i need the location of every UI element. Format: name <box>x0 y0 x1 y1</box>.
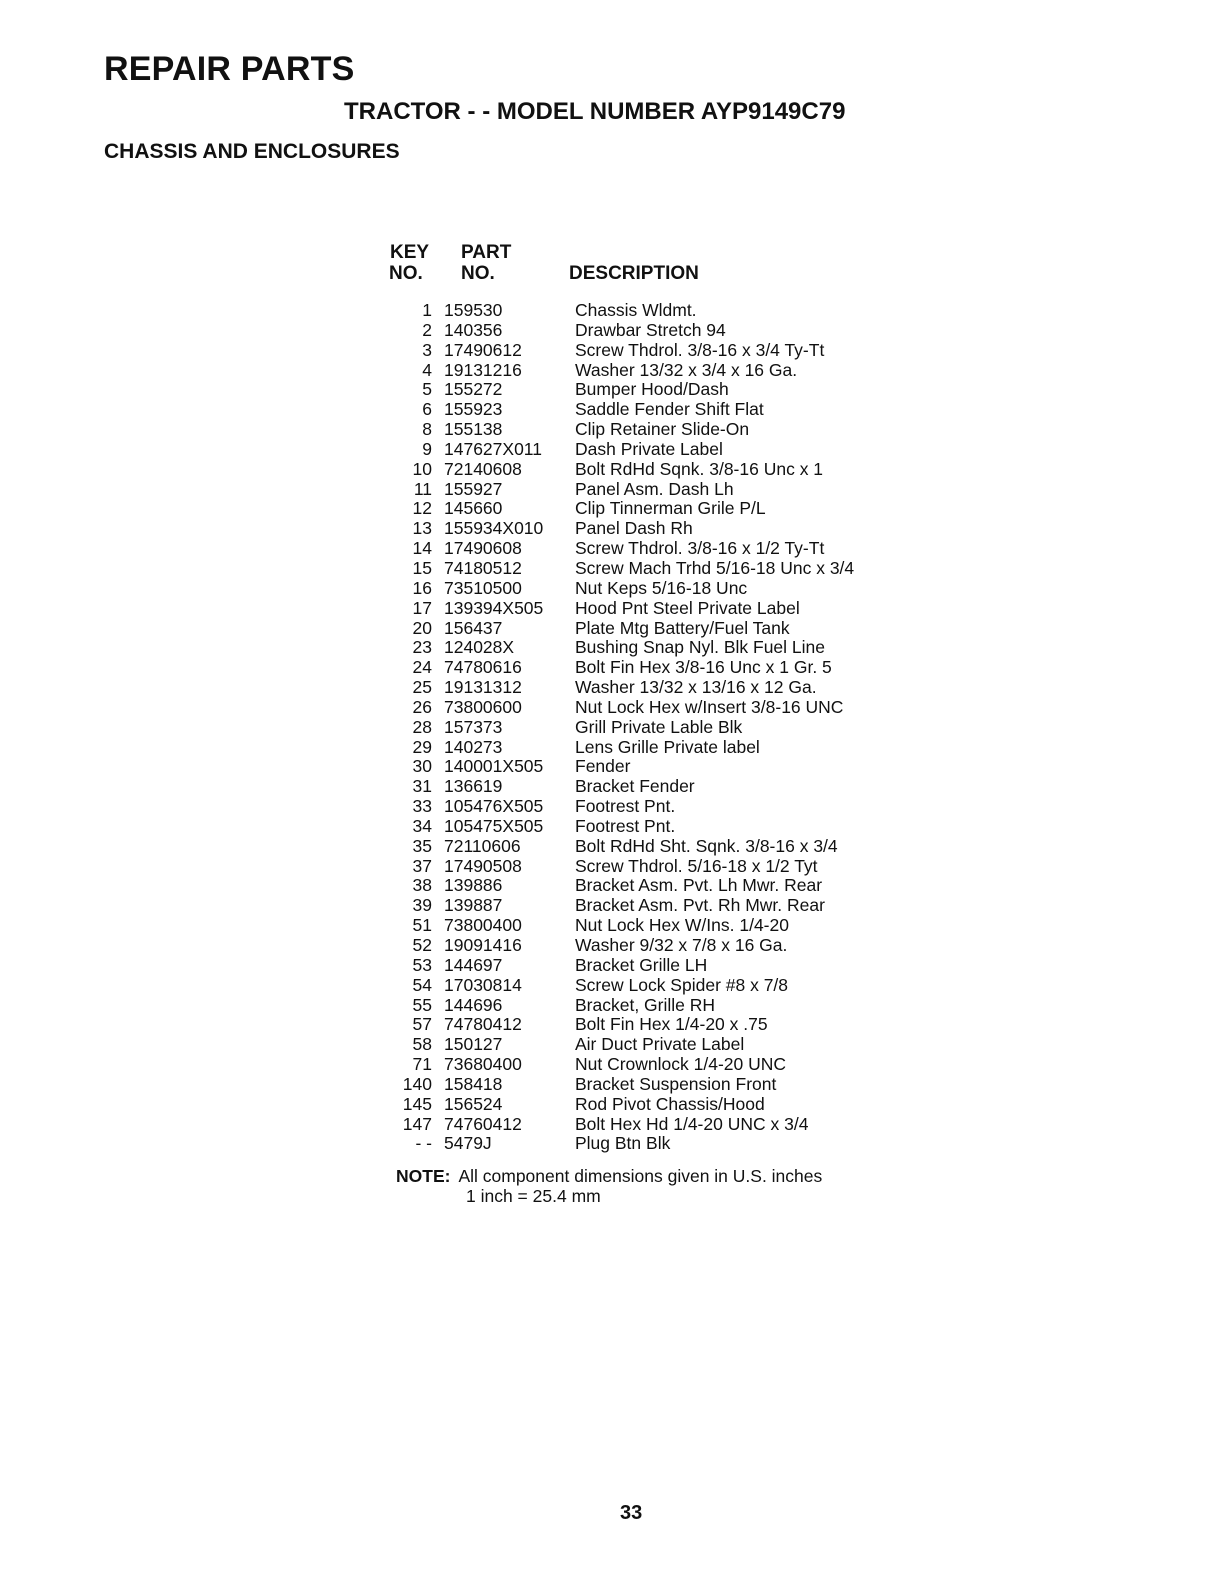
part-description: Dash Private Label <box>575 438 723 459</box>
part-description: Bumper Hood/Dash <box>575 379 729 400</box>
part-description: Screw Thdrol. 5/16-18 x 1/2 Tyt <box>575 855 818 876</box>
key-number: 71 <box>412 1054 432 1075</box>
part-description: Bolt Hex Hd 1/4-20 UNC x 3/4 <box>575 1113 809 1134</box>
part-description: Bolt Fin Hex 1/4-20 x .75 <box>575 1014 768 1035</box>
key-number: 15 <box>412 557 432 578</box>
part-description: Bolt RdHd Sht. Sqnk. 3/8-16 x 3/4 <box>575 835 838 856</box>
key-number: 26 <box>412 696 432 717</box>
part-description: Bolt Fin Hex 3/8-16 Unc x 1 Gr. 5 <box>575 657 832 678</box>
key-number: 38 <box>412 875 432 896</box>
key-number: 55 <box>412 994 432 1015</box>
key-number: 31 <box>412 776 432 797</box>
key-number: 54 <box>412 974 432 995</box>
part-number: 17490612 <box>444 339 522 360</box>
page-title: REPAIR PARTS <box>104 50 355 88</box>
part-number: 74780412 <box>444 1014 522 1035</box>
key-number: 3 <box>422 339 432 360</box>
part-number: 17490508 <box>444 855 522 876</box>
key-number: 24 <box>412 657 432 678</box>
key-number: - - <box>415 1133 432 1154</box>
part-number: 147627X011 <box>444 438 542 459</box>
part-number: 19131312 <box>444 677 522 698</box>
key-header-line2: NO. <box>389 263 423 284</box>
part-description: Drawbar Stretch 94 <box>575 319 726 340</box>
part-description: Hood Pnt Steel Private Label <box>575 597 800 618</box>
note-line1: All component dimensions given in U.S. inches <box>458 1166 823 1186</box>
key-number: 8 <box>422 419 432 440</box>
part-number: 155927 <box>444 478 503 499</box>
part-number: 17030814 <box>444 974 522 995</box>
part-description: Screw Thdrol. 3/8-16 x 3/4 Ty-Tt <box>575 339 825 360</box>
key-number: 51 <box>412 915 432 936</box>
part-description: Clip Tinnerman Grile P/L <box>575 498 766 519</box>
key-number: 140 <box>402 1073 432 1094</box>
key-number: 29 <box>412 736 432 757</box>
key-number: 28 <box>412 716 432 737</box>
part-number: 144696 <box>444 994 503 1015</box>
part-description: Washer 9/32 x 7/8 x 16 Ga. <box>575 935 788 955</box>
part-number: 139886 <box>444 875 503 896</box>
part-description: Saddle Fender Shift Flat <box>575 399 764 420</box>
part-description: Air Duct Private Label <box>575 1034 745 1055</box>
key-number: 37 <box>412 855 432 876</box>
dimensions-note <box>396 1166 823 1206</box>
part-number: 74780616 <box>444 657 522 678</box>
key-number: 33 <box>412 796 432 817</box>
key-number: 25 <box>412 677 432 698</box>
part-number: 73680400 <box>444 1054 522 1075</box>
part-description: Screw Lock Spider #8 x 7/8 <box>575 974 789 995</box>
part-description: Nut Keps 5/16-18 Unc <box>575 577 748 598</box>
part-number: 140001X505 <box>444 756 544 777</box>
part-description: Nut Lock Hex W/Ins. 1/4-20 <box>575 915 789 936</box>
part-number: 105476X505 <box>444 796 544 817</box>
part-number: 17490608 <box>444 538 522 559</box>
description-header: DESCRIPTION <box>569 263 699 284</box>
part-description: Panel Asm. Dash Lh <box>575 478 734 499</box>
part-description: Fender <box>575 756 631 777</box>
key-number: 147 <box>402 1113 432 1134</box>
part-number: 73800400 <box>444 915 522 936</box>
part-description: Plug Btn Blk <box>575 1133 671 1154</box>
key-number: 53 <box>412 954 432 975</box>
part-number: 155934X010 <box>444 518 544 539</box>
key-number: 11 <box>413 478 432 499</box>
key-number: 13 <box>412 518 432 539</box>
part-number: 150127 <box>444 1034 503 1055</box>
part-description: Bolt RdHd Sqnk. 3/8-16 Unc x 1 <box>575 458 824 479</box>
part-number: 73800600 <box>444 696 522 717</box>
key-number: 58 <box>412 1034 432 1055</box>
part-number: 74760412 <box>444 1113 522 1134</box>
part-number: 157373 <box>444 716 503 737</box>
key-number: 57 <box>412 1014 432 1035</box>
part-description: Washer 13/32 x 13/16 x 12 Ga. <box>575 677 817 698</box>
key-number: 12 <box>412 498 432 519</box>
part-description: Bracket Suspension Front <box>575 1073 777 1094</box>
part-number: 155138 <box>444 419 503 440</box>
part-number: 159530 <box>444 300 503 320</box>
part-number: 105475X505 <box>444 815 544 836</box>
part-number: 140356 <box>444 319 503 340</box>
part-description: Grill Private Lable Blk <box>575 716 743 737</box>
key-number: 17 <box>412 597 432 618</box>
part-header-line1: PART <box>461 242 512 263</box>
key-number: 20 <box>412 617 432 638</box>
key-number: 52 <box>412 935 432 955</box>
part-number: 155923 <box>444 399 503 420</box>
key-number: 145 <box>402 1093 432 1114</box>
part-description: Chassis Wldmt. <box>575 300 697 320</box>
part-description: Bracket Asm. Pvt. Rh Mwr. Rear <box>575 895 825 916</box>
key-number: 9 <box>422 438 432 459</box>
part-description: Footrest Pnt. <box>575 796 676 817</box>
part-description: Screw Mach Trhd 5/16-18 Unc x 3/4 <box>575 557 855 578</box>
part-number: 155272 <box>444 379 503 400</box>
part-number: 158418 <box>444 1073 503 1094</box>
part-description: Washer 13/32 x 3/4 x 16 Ga. <box>575 359 798 380</box>
part-description: Bushing Snap Nyl. Blk Fuel Line <box>575 637 825 658</box>
part-description: Plate Mtg Battery/Fuel Tank <box>575 617 790 638</box>
part-number: 144697 <box>444 954 503 975</box>
key-number: 34 <box>412 815 432 836</box>
key-number: 23 <box>412 637 432 658</box>
part-description: Nut Crownlock 1/4-20 UNC <box>575 1054 787 1075</box>
key-number: 16 <box>412 577 432 598</box>
key-number: 39 <box>412 895 432 916</box>
part-number: 136619 <box>444 776 503 797</box>
part-number: 72110606 <box>444 835 521 856</box>
part-description: Screw Thdrol. 3/8-16 x 1/2 Ty-Tt <box>575 538 825 559</box>
part-number: 74180512 <box>444 557 522 578</box>
part-number: 73510500 <box>444 577 522 598</box>
key-number: 14 <box>412 538 432 559</box>
page-number: 33 <box>620 1502 643 1524</box>
part-number: 5479J <box>444 1133 492 1154</box>
key-number: 30 <box>412 756 432 777</box>
key-number: 2 <box>422 319 432 340</box>
part-number: 145660 <box>444 498 503 519</box>
part-header-line2: NO. <box>461 263 495 284</box>
model-number-heading: TRACTOR - - MODEL NUMBER AYP9149C79 <box>344 98 846 125</box>
key-number: 4 <box>422 359 432 380</box>
part-number: 124028X <box>444 637 515 658</box>
part-number: 139394X505 <box>444 597 544 618</box>
key-number: 1 <box>422 300 432 320</box>
part-description: Lens Grille Private label <box>575 736 760 757</box>
part-description: Bracket Asm. Pvt. Lh Mwr. Rear <box>575 875 823 896</box>
key-number: 35 <box>412 835 432 856</box>
part-number: 19131216 <box>444 359 522 380</box>
part-description: Panel Dash Rh <box>575 518 693 539</box>
part-description: Bracket Fender <box>575 776 695 797</box>
part-number: 139887 <box>444 895 503 916</box>
part-number: 72140608 <box>444 458 522 479</box>
part-description: Rod Pivot Chassis/Hood <box>575 1093 765 1114</box>
key-number: 6 <box>422 399 432 420</box>
part-number: 156524 <box>444 1093 503 1114</box>
key-number: 10 <box>412 458 432 479</box>
part-number: 19091416 <box>444 935 522 955</box>
part-description: Bracket, Grille RH <box>575 994 716 1015</box>
note-line2: 1 inch = 25.4 mm <box>466 1186 601 1206</box>
note-label: NOTE: <box>396 1166 451 1186</box>
part-description: Clip Retainer Slide-On <box>575 419 750 440</box>
key-header-line1: KEY <box>390 242 430 263</box>
section-title: CHASSIS AND ENCLOSURES <box>104 140 400 163</box>
part-number: 156437 <box>444 617 503 638</box>
part-number: 140273 <box>444 736 503 757</box>
part-description: Bracket Grille LH <box>575 954 708 975</box>
part-description: Nut Lock Hex w/Insert 3/8-16 UNC <box>575 696 844 717</box>
part-description: Footrest Pnt. <box>575 815 676 836</box>
key-number: 5 <box>422 379 432 400</box>
